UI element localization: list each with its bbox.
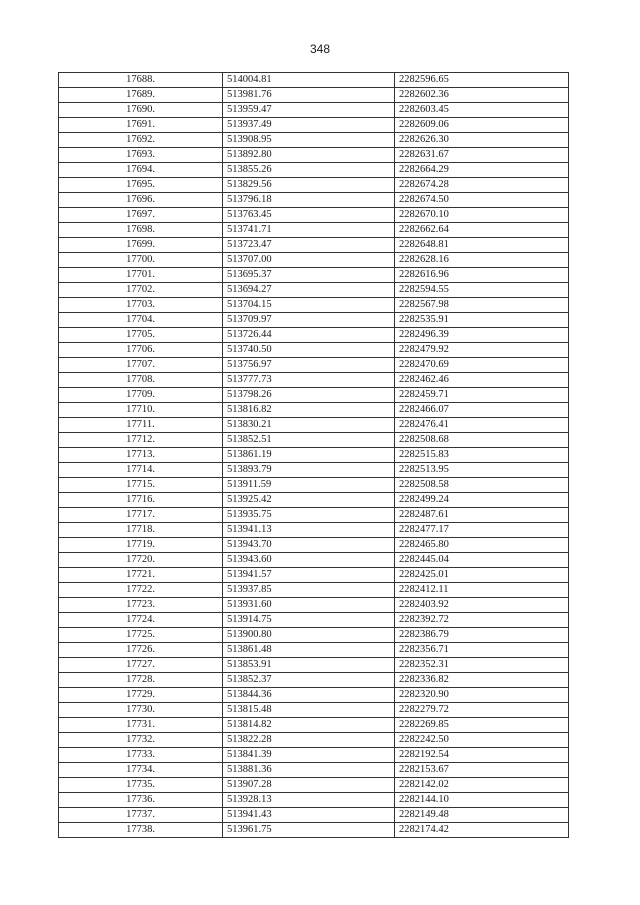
y-coordinate-cell: 2282192.54 bbox=[395, 748, 569, 763]
page-number: 348 bbox=[309, 42, 331, 56]
point-number-cell: 17702. bbox=[59, 283, 223, 298]
y-coordinate-cell: 2282596.65 bbox=[395, 73, 569, 88]
table-row bbox=[59, 268, 569, 283]
table-row bbox=[59, 808, 569, 823]
table-row bbox=[59, 328, 569, 343]
point-number-cell: 17717. bbox=[59, 508, 223, 523]
table-row bbox=[59, 283, 569, 298]
x-coordinate-cell: 513853.91 bbox=[223, 658, 395, 673]
y-coordinate-cell: 2282320.90 bbox=[395, 688, 569, 703]
x-coordinate-cell: 513852.37 bbox=[223, 673, 395, 688]
x-coordinate-cell: 513709.97 bbox=[223, 313, 395, 328]
y-coordinate-cell: 2282626.30 bbox=[395, 133, 569, 148]
point-number-cell: 17728. bbox=[59, 673, 223, 688]
x-coordinate-cell: 513723.47 bbox=[223, 238, 395, 253]
x-coordinate-cell: 513816.82 bbox=[223, 403, 395, 418]
y-coordinate-cell: 2282476.41 bbox=[395, 418, 569, 433]
y-coordinate-cell: 2282662.64 bbox=[395, 223, 569, 238]
x-coordinate-cell: 513941.43 bbox=[223, 808, 395, 823]
y-coordinate-cell: 2282674.50 bbox=[395, 193, 569, 208]
table-row bbox=[59, 823, 569, 838]
table-row bbox=[59, 253, 569, 268]
y-coordinate-cell: 2282174.42 bbox=[395, 823, 569, 838]
table-row bbox=[59, 733, 569, 748]
table-row bbox=[59, 388, 569, 403]
point-number-cell: 17714. bbox=[59, 463, 223, 478]
table-row bbox=[59, 163, 569, 178]
point-number-cell: 17689. bbox=[59, 88, 223, 103]
point-number-cell: 17722. bbox=[59, 583, 223, 598]
x-coordinate-cell: 513937.85 bbox=[223, 583, 395, 598]
point-number-cell: 17735. bbox=[59, 778, 223, 793]
point-number-cell: 17716. bbox=[59, 493, 223, 508]
y-coordinate-cell: 2282616.96 bbox=[395, 268, 569, 283]
table-row bbox=[59, 778, 569, 793]
x-coordinate-cell: 513935.75 bbox=[223, 508, 395, 523]
point-number-cell: 17703. bbox=[59, 298, 223, 313]
y-coordinate-cell: 2282459.71 bbox=[395, 388, 569, 403]
x-coordinate-cell: 513959.47 bbox=[223, 103, 395, 118]
y-coordinate-cell: 2282594.55 bbox=[395, 283, 569, 298]
y-coordinate-cell: 2282609.06 bbox=[395, 118, 569, 133]
x-coordinate-cell: 513961.75 bbox=[223, 823, 395, 838]
table-row bbox=[59, 373, 569, 388]
y-coordinate-cell: 2282487.61 bbox=[395, 508, 569, 523]
x-coordinate-cell: 513695.37 bbox=[223, 268, 395, 283]
point-number-cell: 17691. bbox=[59, 118, 223, 133]
x-coordinate-cell: 513815.48 bbox=[223, 703, 395, 718]
y-coordinate-cell: 2282648.81 bbox=[395, 238, 569, 253]
y-coordinate-cell: 2282269.85 bbox=[395, 718, 569, 733]
table-row bbox=[59, 763, 569, 778]
point-number-cell: 17707. bbox=[59, 358, 223, 373]
table-row bbox=[59, 448, 569, 463]
table-row bbox=[59, 583, 569, 598]
y-coordinate-cell: 2282479.92 bbox=[395, 343, 569, 358]
point-number-cell: 17727. bbox=[59, 658, 223, 673]
table-row bbox=[59, 703, 569, 718]
y-coordinate-cell: 2282149.48 bbox=[395, 808, 569, 823]
point-number-cell: 17725. bbox=[59, 628, 223, 643]
x-coordinate-cell: 513726.44 bbox=[223, 328, 395, 343]
point-number-cell: 17692. bbox=[59, 133, 223, 148]
y-coordinate-cell: 2282425.01 bbox=[395, 568, 569, 583]
table-row bbox=[59, 463, 569, 478]
y-coordinate-cell: 2282142.02 bbox=[395, 778, 569, 793]
x-coordinate-cell: 513928.13 bbox=[223, 793, 395, 808]
x-coordinate-cell: 513777.73 bbox=[223, 373, 395, 388]
y-coordinate-cell: 2282496.39 bbox=[395, 328, 569, 343]
x-coordinate-cell: 513814.82 bbox=[223, 718, 395, 733]
y-coordinate-cell: 2282466.07 bbox=[395, 403, 569, 418]
point-number-cell: 17738. bbox=[59, 823, 223, 838]
x-coordinate-cell: 513756.97 bbox=[223, 358, 395, 373]
y-coordinate-cell: 2282670.10 bbox=[395, 208, 569, 223]
table-row bbox=[59, 523, 569, 538]
y-coordinate-cell: 2282412.11 bbox=[395, 583, 569, 598]
table-row bbox=[59, 133, 569, 148]
table-row bbox=[59, 748, 569, 763]
y-coordinate-cell: 2282356.71 bbox=[395, 643, 569, 658]
x-coordinate-cell: 513941.13 bbox=[223, 523, 395, 538]
coordinates-table-body bbox=[59, 73, 569, 838]
y-coordinate-cell: 2282386.79 bbox=[395, 628, 569, 643]
y-coordinate-cell: 2282465.80 bbox=[395, 538, 569, 553]
point-number-cell: 17704. bbox=[59, 313, 223, 328]
table-row bbox=[59, 493, 569, 508]
point-number-cell: 17706. bbox=[59, 343, 223, 358]
x-coordinate-cell: 513841.39 bbox=[223, 748, 395, 763]
point-number-cell: 17700. bbox=[59, 253, 223, 268]
x-coordinate-cell: 513941.57 bbox=[223, 568, 395, 583]
y-coordinate-cell: 2282513.95 bbox=[395, 463, 569, 478]
point-number-cell: 17693. bbox=[59, 148, 223, 163]
table-row bbox=[59, 478, 569, 493]
table-row bbox=[59, 73, 569, 88]
x-coordinate-cell: 513855.26 bbox=[223, 163, 395, 178]
table-row bbox=[59, 88, 569, 103]
point-number-cell: 17705. bbox=[59, 328, 223, 343]
y-coordinate-cell: 2282153.67 bbox=[395, 763, 569, 778]
y-coordinate-cell: 2282508.68 bbox=[395, 433, 569, 448]
point-number-cell: 17701. bbox=[59, 268, 223, 283]
table-row bbox=[59, 358, 569, 373]
point-number-cell: 17696. bbox=[59, 193, 223, 208]
y-coordinate-cell: 2282674.28 bbox=[395, 178, 569, 193]
table-row bbox=[59, 793, 569, 808]
y-coordinate-cell: 2282352.31 bbox=[395, 658, 569, 673]
table-row bbox=[59, 658, 569, 673]
y-coordinate-cell: 2282499.24 bbox=[395, 493, 569, 508]
x-coordinate-cell: 513911.59 bbox=[223, 478, 395, 493]
y-coordinate-cell: 2282445.04 bbox=[395, 553, 569, 568]
x-coordinate-cell: 513694.27 bbox=[223, 283, 395, 298]
point-number-cell: 17720. bbox=[59, 553, 223, 568]
x-coordinate-cell: 513741.71 bbox=[223, 223, 395, 238]
point-number-cell: 17713. bbox=[59, 448, 223, 463]
x-coordinate-cell: 513830.21 bbox=[223, 418, 395, 433]
point-number-cell: 17695. bbox=[59, 178, 223, 193]
y-coordinate-cell: 2282144.10 bbox=[395, 793, 569, 808]
table-row bbox=[59, 343, 569, 358]
table-row bbox=[59, 508, 569, 523]
y-coordinate-cell: 2282403.92 bbox=[395, 598, 569, 613]
x-coordinate-cell: 513925.42 bbox=[223, 493, 395, 508]
x-coordinate-cell: 513893.79 bbox=[223, 463, 395, 478]
table-row bbox=[59, 718, 569, 733]
x-coordinate-cell: 513943.60 bbox=[223, 553, 395, 568]
point-number-cell: 17736. bbox=[59, 793, 223, 808]
y-coordinate-cell: 2282336.82 bbox=[395, 673, 569, 688]
table-row bbox=[59, 103, 569, 118]
x-coordinate-cell: 513852.51 bbox=[223, 433, 395, 448]
y-coordinate-cell: 2282631.67 bbox=[395, 148, 569, 163]
table-row bbox=[59, 688, 569, 703]
y-coordinate-cell: 2282508.58 bbox=[395, 478, 569, 493]
table-row bbox=[59, 568, 569, 583]
x-coordinate-cell: 513943.70 bbox=[223, 538, 395, 553]
point-number-cell: 17724. bbox=[59, 613, 223, 628]
point-number-cell: 17721. bbox=[59, 568, 223, 583]
table-row bbox=[59, 178, 569, 193]
point-number-cell: 17730. bbox=[59, 703, 223, 718]
x-coordinate-cell: 513900.80 bbox=[223, 628, 395, 643]
point-number-cell: 17699. bbox=[59, 238, 223, 253]
x-coordinate-cell: 513798.26 bbox=[223, 388, 395, 403]
x-coordinate-cell: 513931.60 bbox=[223, 598, 395, 613]
x-coordinate-cell: 513907.28 bbox=[223, 778, 395, 793]
table-row bbox=[59, 433, 569, 448]
table-row bbox=[59, 673, 569, 688]
point-number-cell: 17688. bbox=[59, 73, 223, 88]
x-coordinate-cell: 513829.56 bbox=[223, 178, 395, 193]
x-coordinate-cell: 513981.76 bbox=[223, 88, 395, 103]
x-coordinate-cell: 513740.50 bbox=[223, 343, 395, 358]
table-row bbox=[59, 208, 569, 223]
x-coordinate-cell: 514004.81 bbox=[223, 73, 395, 88]
x-coordinate-cell: 513704.15 bbox=[223, 298, 395, 313]
table-row bbox=[59, 118, 569, 133]
x-coordinate-cell: 513707.00 bbox=[223, 253, 395, 268]
point-number-cell: 17733. bbox=[59, 748, 223, 763]
x-coordinate-cell: 513914.75 bbox=[223, 613, 395, 628]
table-row bbox=[59, 643, 569, 658]
x-coordinate-cell: 513763.45 bbox=[223, 208, 395, 223]
point-number-cell: 17737. bbox=[59, 808, 223, 823]
table-row bbox=[59, 298, 569, 313]
x-coordinate-cell: 513892.80 bbox=[223, 148, 395, 163]
table-row bbox=[59, 238, 569, 253]
point-number-cell: 17711. bbox=[59, 418, 223, 433]
point-number-cell: 17723. bbox=[59, 598, 223, 613]
point-number-cell: 17719. bbox=[59, 538, 223, 553]
y-coordinate-cell: 2282628.16 bbox=[395, 253, 569, 268]
y-coordinate-cell: 2282515.83 bbox=[395, 448, 569, 463]
point-number-cell: 17694. bbox=[59, 163, 223, 178]
y-coordinate-cell: 2282279.72 bbox=[395, 703, 569, 718]
y-coordinate-cell: 2282470.69 bbox=[395, 358, 569, 373]
y-coordinate-cell: 2282664.29 bbox=[395, 163, 569, 178]
point-number-cell: 17732. bbox=[59, 733, 223, 748]
table-row bbox=[59, 313, 569, 328]
x-coordinate-cell: 513908.95 bbox=[223, 133, 395, 148]
x-coordinate-cell: 513937.49 bbox=[223, 118, 395, 133]
table-row bbox=[59, 418, 569, 433]
point-number-cell: 17698. bbox=[59, 223, 223, 238]
table-row bbox=[59, 223, 569, 238]
y-coordinate-cell: 2282603.45 bbox=[395, 103, 569, 118]
point-number-cell: 17708. bbox=[59, 373, 223, 388]
point-number-cell: 17729. bbox=[59, 688, 223, 703]
table-row bbox=[59, 193, 569, 208]
table-row bbox=[59, 148, 569, 163]
x-coordinate-cell: 513822.28 bbox=[223, 733, 395, 748]
table-row bbox=[59, 598, 569, 613]
point-number-cell: 17709. bbox=[59, 388, 223, 403]
point-number-cell: 17718. bbox=[59, 523, 223, 538]
coordinates-table bbox=[58, 72, 569, 838]
point-number-cell: 17697. bbox=[59, 208, 223, 223]
y-coordinate-cell: 2282462.46 bbox=[395, 373, 569, 388]
x-coordinate-cell: 513881.36 bbox=[223, 763, 395, 778]
table-row bbox=[59, 553, 569, 568]
table-row bbox=[59, 613, 569, 628]
y-coordinate-cell: 2282392.72 bbox=[395, 613, 569, 628]
x-coordinate-cell: 513796.18 bbox=[223, 193, 395, 208]
point-number-cell: 17731. bbox=[59, 718, 223, 733]
point-number-cell: 17712. bbox=[59, 433, 223, 448]
y-coordinate-cell: 2282602.36 bbox=[395, 88, 569, 103]
y-coordinate-cell: 2282567.98 bbox=[395, 298, 569, 313]
y-coordinate-cell: 2282477.17 bbox=[395, 523, 569, 538]
x-coordinate-cell: 513861.48 bbox=[223, 643, 395, 658]
y-coordinate-cell: 2282242.50 bbox=[395, 733, 569, 748]
point-number-cell: 17710. bbox=[59, 403, 223, 418]
table-row bbox=[59, 628, 569, 643]
table-row bbox=[59, 538, 569, 553]
x-coordinate-cell: 513861.19 bbox=[223, 448, 395, 463]
point-number-cell: 17726. bbox=[59, 643, 223, 658]
y-coordinate-cell: 2282535.91 bbox=[395, 313, 569, 328]
point-number-cell: 17715. bbox=[59, 478, 223, 493]
x-coordinate-cell: 513844.36 bbox=[223, 688, 395, 703]
table-row bbox=[59, 403, 569, 418]
point-number-cell: 17690. bbox=[59, 103, 223, 118]
point-number-cell: 17734. bbox=[59, 763, 223, 778]
